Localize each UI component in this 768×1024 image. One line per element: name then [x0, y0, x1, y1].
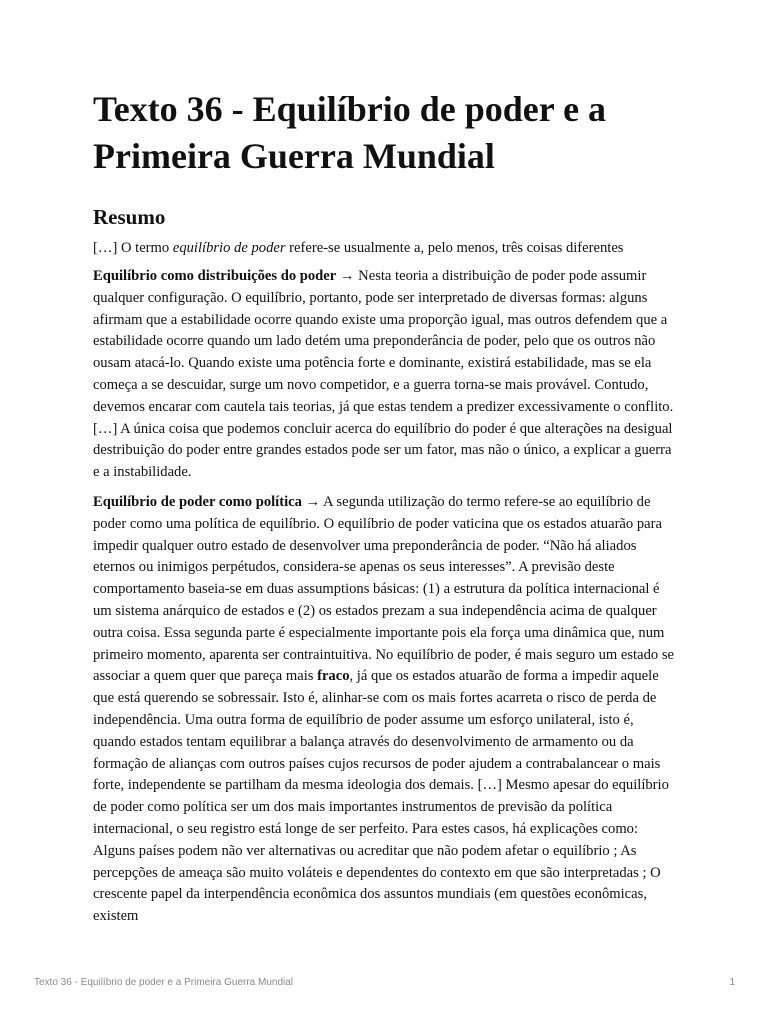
- paragraph-text-continued: , já que os estados atuarão de forma a impedir aquele que está querendo se sobressair. Isto é, alinhar-se com os mais fortes acarreta o risco de perda de independência. Uma outra forma de equilíbrio de poder assume um esforço unilateral, isto é, quando estados tentam equilibrar a balança através do desenvolvimento de armamento ou da formação de alianças com outros países cujos recursos de poder ajudem a contrabalancear o mais forte, independente se partilham da mesma ideologia dos demais. […] Mesmo apesar do equilíbrio de poder como política ser um dos mais importantes instrumentos de previsão da política internacional, o seu registro está longe de ser perfeito. Para estes casos, há explicações como: Alguns países podem não ver alternativas ou acreditar que não podem afetar o equilíbrio ; As percepções de ameaça são muito voláteis e dependentes do contexto em que são interpretadas ; O crescente papel da interpendência econômica dos assuntos mundiais (em questões econômicas, existem: [93, 668, 669, 925]
- paragraph-policy: [93, 492, 679, 928]
- intro-emphasis: equilíbrio de poder: [172, 240, 286, 256]
- footer-title: Texto 36 - Equilíbrio de poder e a Primeira Guerra Mundial: [34, 977, 294, 988]
- section-heading: Resumo: [93, 205, 166, 229]
- arrow-icon: →: [305, 494, 321, 510]
- paragraph-text: Nesta teoria a distribuição de poder pode assumir qualquer configuração. O equilíbrio, portanto, pode ser interpretado de diversas formas: alguns afirmam que a estabilidade ocorre quando existe uma proporção igual, mas outros defendem que a estabilidade ocorre quando um lado detém uma preponderância de poder, pelo que os outros não ousam atacá-lo. Quando existe uma potência forte e dominante, existirá estabilidade, mas se ela começa a se descuidar, surge um novo competidor, e a guerra torna-se mais provável. Contudo, devemos encarar com cautela tais teorias, já que estas tendem a predizer excessivamente o conflito. […] A única coisa que podemos concluir acerca do equilíbrio do poder é que alterações na desigual destribuição do poder entre grandes estados pode ser um fator, mas não o único, a explicar a guerra e a instabilidade.: [93, 268, 674, 481]
- paragraph-lead: Equilíbrio de poder como política: [93, 494, 302, 510]
- bold-word: fraco: [317, 668, 350, 685]
- paragraph-lead: Equilíbrio como distribuições do poder: [93, 268, 337, 284]
- intro-suffix: refere-se usualmente a, pelo menos, três coisas diferentes: [285, 240, 624, 256]
- paragraph-text: A segunda utilização do termo refere-se ao equilíbrio de poder como uma política de equilíbrio. O equilíbrio de poder vaticina que os estados atuarão para impedir qualquer outro estado de desenvolver uma preponderância de poder. “Não há aliados eternos ou inimigos perpétudos, considera-se apenas os seus interesses”. A previsão deste comportamento baseia-se em duas assumptions básicas: (1) a estrutura da política internacional é um sistema anárquico de estados e (2) os estados prezam a sua independência acima de qualquer outra coisa. Essa segunda parte é especialmente importante pois ela força uma dinâmica que, num primeiro momento, aparenta ser contraintuitiva. No equilíbrio de poder, é mais seguro um estado se associar a quem quer que pareça mais: [93, 494, 674, 685]
- document-title: Texto 36 - Equilíbrio de poder e a Primeira Guerra Mundial: [93, 89, 607, 176]
- document-page: [93, 86, 679, 925]
- page-number: 1: [729, 977, 735, 988]
- intro-prefix: […] O termo: [93, 240, 173, 256]
- arrow-icon: →: [339, 268, 355, 284]
- intro-paragraph: [93, 237, 679, 259]
- paragraph-distribution: [93, 266, 679, 484]
